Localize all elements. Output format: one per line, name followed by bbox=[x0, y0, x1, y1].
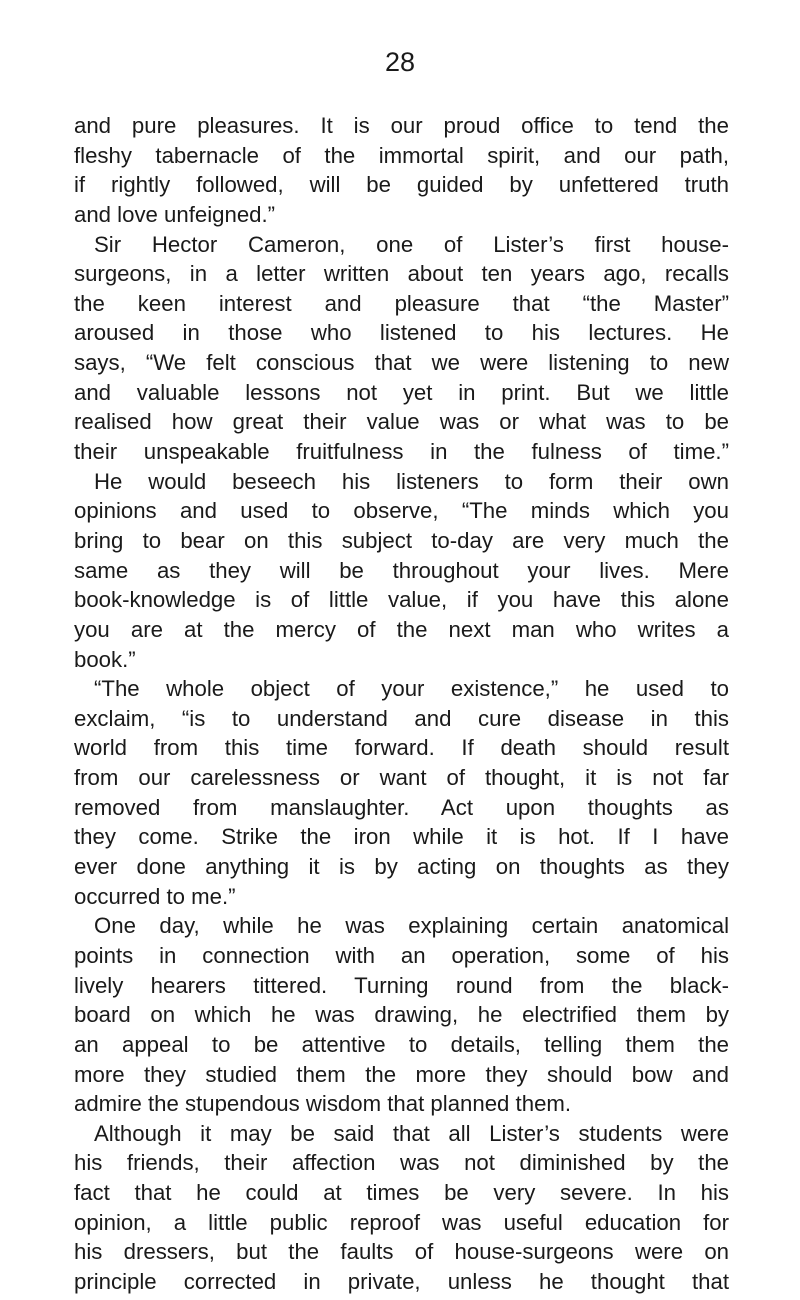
text-line: world from this time forward. If death should result bbox=[74, 735, 729, 761]
text-line: from our carelessness or want of thought, it is not far bbox=[74, 765, 729, 791]
text-line: lively hearers tittered. Turning round from the black- bbox=[74, 972, 729, 998]
text-line: Sir Hector Cameron, one of Lister’s first house- bbox=[94, 231, 729, 257]
text-line: his dressers, but the faults of house-surgeons were on bbox=[74, 1239, 729, 1265]
text-line: surgeons, in a letter written about ten years ago, recalls bbox=[74, 261, 729, 287]
text-line: book.” bbox=[74, 646, 136, 672]
text-line: “The whole object of your existence,” he used to bbox=[94, 676, 729, 702]
text-line: and love unfeigned.” bbox=[74, 201, 276, 227]
text-line: Although it may be said that all Lister’s students were bbox=[94, 1120, 729, 1146]
text-line: points in connection with an operation, some of his bbox=[74, 942, 729, 968]
text-line: his friends, their affection was not diminished by the bbox=[74, 1150, 729, 1176]
text-line: the keen interest and pleasure that “the Master” bbox=[74, 290, 729, 316]
text-line: more they studied them the more they should bow and bbox=[74, 1061, 729, 1087]
text-line: board on which he was drawing, he electrified them by bbox=[74, 1002, 729, 1028]
page-number: 28 bbox=[384, 47, 416, 77]
text-line: occurred to me.” bbox=[74, 883, 236, 909]
text-line: exclaim, “is to understand and cure disease in this bbox=[74, 705, 729, 731]
text-line: He would beseech his listeners to form their own bbox=[94, 468, 729, 494]
text-line: opinion, a little public reproof was useful education for bbox=[74, 1209, 729, 1235]
text-line: admire the stupendous wisdom that planned them. bbox=[74, 1091, 572, 1117]
text-line: if rightly followed, will be guided by unfettered truth bbox=[74, 172, 729, 198]
text-line: same as they will be throughout your lives. Mere bbox=[74, 557, 729, 583]
text-line: book-knowledge is of little value, if you have this alone bbox=[74, 587, 729, 613]
body-text bbox=[74, 111, 729, 1297]
text-line: ever done anything it is by acting on thoughts as they bbox=[74, 854, 729, 880]
text-line: realised how great their value was or what was to be bbox=[74, 409, 729, 435]
text-line: you are at the mercy of the next man who writes a bbox=[74, 616, 729, 642]
text-line: and valuable lessons not yet in print. But we little bbox=[74, 379, 729, 405]
text-line: fact that he could at times be very severe. In his bbox=[74, 1180, 729, 1206]
text-line: says, “We felt conscious that we were listening to new bbox=[74, 350, 729, 376]
text-line: One day, while he was explaining certain anatomical bbox=[94, 913, 729, 939]
text-line: fleshy tabernacle of the immortal spirit, and our path, bbox=[74, 142, 729, 168]
text-line: opinions and used to observe, “The minds which you bbox=[74, 498, 729, 524]
text-line: their unspeakable fruitfulness in the fulness of time.” bbox=[74, 439, 729, 465]
text-line: aroused in those who listened to his lectures. He bbox=[74, 320, 729, 346]
text-line: principle corrected in private, unless he thought that bbox=[74, 1268, 729, 1294]
text-line: bring to bear on this subject to-day are very much the bbox=[74, 527, 729, 553]
text-line: removed from manslaughter. Act upon thoughts as bbox=[74, 794, 729, 820]
text-line: an appeal to be attentive to details, telling them the bbox=[74, 1031, 729, 1057]
text-line: and pure pleasures. It is our proud office to tend the bbox=[74, 113, 729, 138]
text-line: they come. Strike the iron while it is hot. If I have bbox=[74, 824, 729, 850]
